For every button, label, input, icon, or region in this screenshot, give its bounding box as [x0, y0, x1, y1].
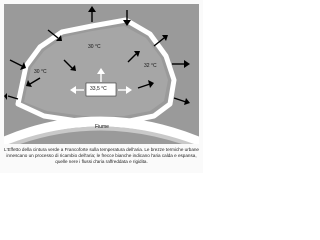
temp-top-left: 30 °C	[88, 44, 101, 50]
temp-top-right: 32 °C	[144, 63, 157, 69]
temp-left: 30 °C	[34, 69, 47, 75]
diagram-figure	[4, 4, 199, 144]
temp-center: 33,5 °C	[90, 86, 107, 92]
figure-caption: L'Effetto della cintura verde a Francoforte sulla temperatura dell'aria. Le brezze termiche urbane innescano un processo di ricambio dell'aria; le frecce bianche indicano l'aria calda e espansa, quelle nere i flussi d'aria raffreddata e rigidita.	[4, 147, 199, 164]
river-label: Fiume	[95, 124, 109, 130]
page	[0, 0, 203, 173]
